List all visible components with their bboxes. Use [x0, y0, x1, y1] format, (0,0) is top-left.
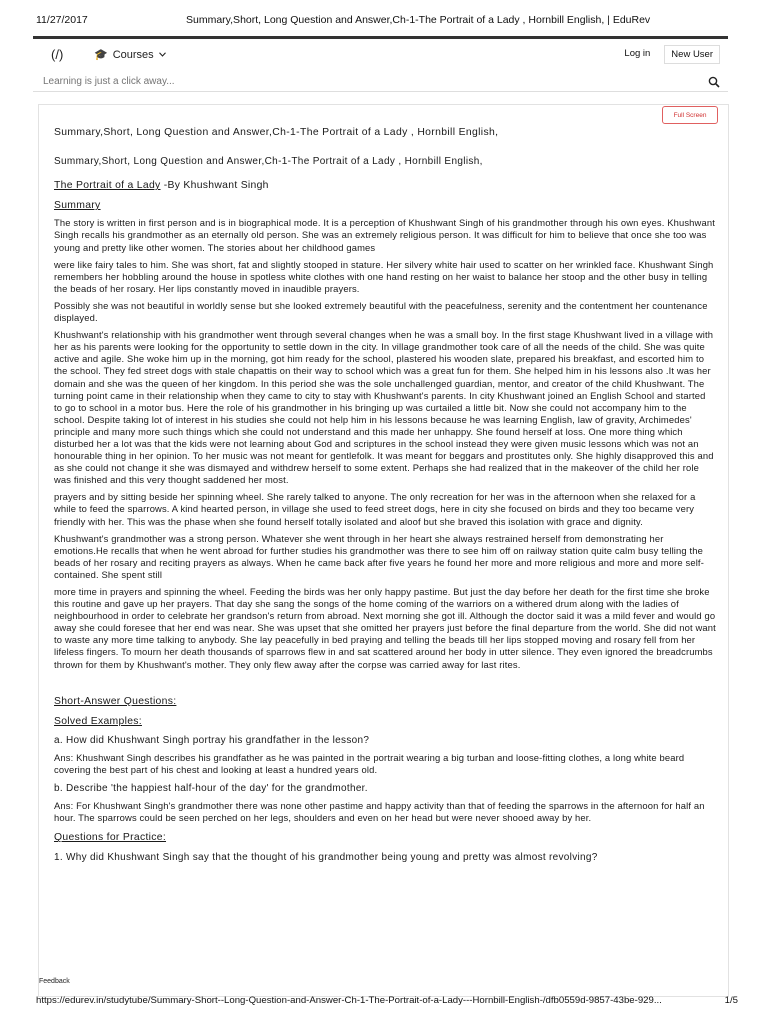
- top-navbar: [33, 36, 728, 70]
- paragraph: prayers and by sitting beside her spinning wheel. She rarely talked to anyone. The only recreation for her was in the afternoon when she relaxed for a while to feed the sparrows. A kind hearted person, in village she used to feed street dogs, here in city she focused on birds and they too became very friendly with her. This was the phase when she found herself totally isolated and aloof but she braved this isolation with grace and dignity.: [54, 491, 696, 527]
- print-date: 11/27/2017: [36, 14, 88, 26]
- feedback-tab[interactable]: Feedback: [39, 978, 70, 985]
- answer: Ans: Khushwant Singh describes his grandfather as he was painted in the portrait wearing a big turban and loose-fitting clothes, a long white beard covering the best part of his chest and looking at least a hundred years old.: [54, 751, 685, 776]
- login-link[interactable]: Log in: [624, 48, 651, 59]
- paragraph: Khushwant's relationship with his grandmother went through several changes when he was a small boy. In the first stage Khushwant lived in a village with her as his parents were looking for the opportunity to settle down in the city. In village grandmother took care of all the needs of the child. She was quite active and agile. She woke him up in the morning, got him ready for the school, plastered his wooden slate, prepared his breakfast, and escorted him to the school. They fed street dogs with stale chapattis on their way to school which was a great fun for them. She helped him in his lessons also .It was her domain and she was the queen of her kingdom. In this period she was the sole unchallenged guardian, mentor, and creator of the child Khushwant. The turning point came in their relationship when they came to city to stay with Khushwant's parents. In city Khushwant joined an English School and started to go to school in a motor bus. Here the role of his grandmother in his bringing up was curtailed a little bit. Now she could not accompany him to the school. Despite taking lot of interest in his studies she could not help him in his lessons because he was learning English, law of gravity, Archimedes' principle and many more such things which she could not understand and this made her unhappy. She found herself at loss. One more thing which disturbed her a lot was that the kids were not learning about God and scriptures in the school instead they were given music lessons which was not an honourable thing in her opinion. To her music was not meant for gentlefolk. It was meant for beggars and prostitutes only. She highly disapproved this and as she could not change it she was dismayed and withdrew herself to some extent. Perhaps she had realized that in the makeover of the child her role was finished and this very thought saddened her most.: [54, 329, 714, 486]
- article-subheading: Summary,Short, Long Question and Answer,Ch-1-The Portrait of a Lady , Hornbill English,: [54, 156, 483, 168]
- article-byline: [54, 180, 716, 192]
- courses-dropdown[interactable]: [94, 48, 166, 61]
- chevron-down-icon: [159, 52, 166, 57]
- signup-button[interactable]: New User: [664, 45, 720, 64]
- page-url: https://edurev.in/studytube/Summary-Short--Long-Question-and-Answer-Ch-1-The-Portrait-of-a-Lady---Hornbill-English-/dfb0559d-9857-43be-929...: [36, 995, 662, 1006]
- full-screen-button[interactable]: Full Screen: [662, 106, 718, 124]
- question: b. Describe 'the happiest half-hour of the day' for the grandmother.: [54, 783, 368, 795]
- paragraph: more time in prayers and spinning the wheel. Feeding the birds was her only happy pastime. But just the day before her death for the first time she broke this routine and gave up her prayers. That day she sang the songs of the home coming of the warriors on a withered drum along with the ladies of neighbourhood in order to celebrate her grandson's return from abroad. Next morning she got ill. Although the doctor said it was a mild fever and would go away she could foresee that her end was near. She was upset that she omitted her prayers just before the final departure from the world. She did not want to waste any more time talking to anybody. She lay peacefully in bed praying and telling the beads till her lips stopped moving and rosary fell from her lifeless fingers. To mourn her death thousands of sparrows flew in and sat scattered around her body in utter silence. They even ignored the breadcrumbs thrown for them by Khushwant's mother. They only flew away after the corpse was carried away for last rites.: [54, 586, 716, 670]
- practice-question: 1. Why did Khushwant Singh say that the thought of his grandmother being young and pretty was almost revolving?: [54, 851, 598, 863]
- answer: Ans: For Khushwant Singh's grandmother there was none other pastime and happy activity than that of feeding the sparrows in the afternoon for half an hour. The sparrows could be seen perched on her legs, shoulders and even on her head but were never shooed away by her.: [54, 800, 705, 824]
- story-title-link[interactable]: The Portrait of a Lady: [54, 180, 161, 192]
- author-text: -By Khushwant Singh: [160, 180, 269, 192]
- graduation-cap-icon: 🎓: [94, 49, 108, 61]
- paragraph: The story is written in first person and is in biographical mode. It is a perception of Khushwant Singh of his grandmother through his own eyes. Khushwant Singh recalls his grandmother as an eternally old person. She was an extremely religious person. It was difficult for him to believe that once she too was young and pretty like other women. The stories about her childhood games: [54, 217, 715, 253]
- print-header: [36, 14, 738, 28]
- article-content: [54, 127, 716, 864]
- practice-heading: Questions for Practice:: [54, 832, 167, 844]
- short-answer-heading: Short-Answer Questions:: [54, 695, 177, 707]
- search-input[interactable]: [43, 76, 708, 87]
- article-heading: Summary,Short, Long Question and Answer,Ch-1-The Portrait of a Lady , Hornbill English,: [54, 127, 499, 138]
- summary-heading: Summary: [54, 200, 101, 212]
- page-number: 1/5: [724, 995, 738, 1006]
- print-page-title: Summary,Short, Long Question and Answer,Ch-1-The Portrait of a Lady , Hornbill English, | EduRev: [186, 14, 651, 26]
- courses-label: Courses: [112, 48, 154, 61]
- auth-links: [618, 45, 720, 64]
- search-icon[interactable]: [708, 76, 720, 88]
- paragraph: were like fairy tales to him. She was short, fat and slightly stooped in stature. Her silvery white hair used to scatter on her wrinkled face. Khushwant Singh remembers her hobbling around the house in spotless white clothes with one hand resting on her waist to balance her stoop and the other busy in telling the beads of her rosary. Her lips constantly moved in inaudible prayers.: [54, 258, 714, 294]
- paragraph: Possibly she was not beautiful in worldly sense but she looked extremely beautiful with the peacefulness, serenity and the contentment her countenance displayed.: [54, 299, 708, 324]
- paragraph: Khushwant's grandmother was a strong person. Whatever she went through in her heart she always restrained herself from demonstrating her emotions.He recalls that when he went abroad for further studies his grandmother was there to see him off on railway station quite calm busy telling the beads of her rosary and reciting prayers as always. When he came back after five years he found her more and more religious and more and more self-contained. She spent still: [54, 532, 704, 580]
- solved-examples-heading: Solved Examples:: [54, 715, 142, 727]
- question: a. How did Khushwant Singh portray his grandfather in the lesson?: [54, 734, 370, 746]
- search-bar: [33, 72, 728, 92]
- site-logo[interactable]: (/): [51, 47, 64, 62]
